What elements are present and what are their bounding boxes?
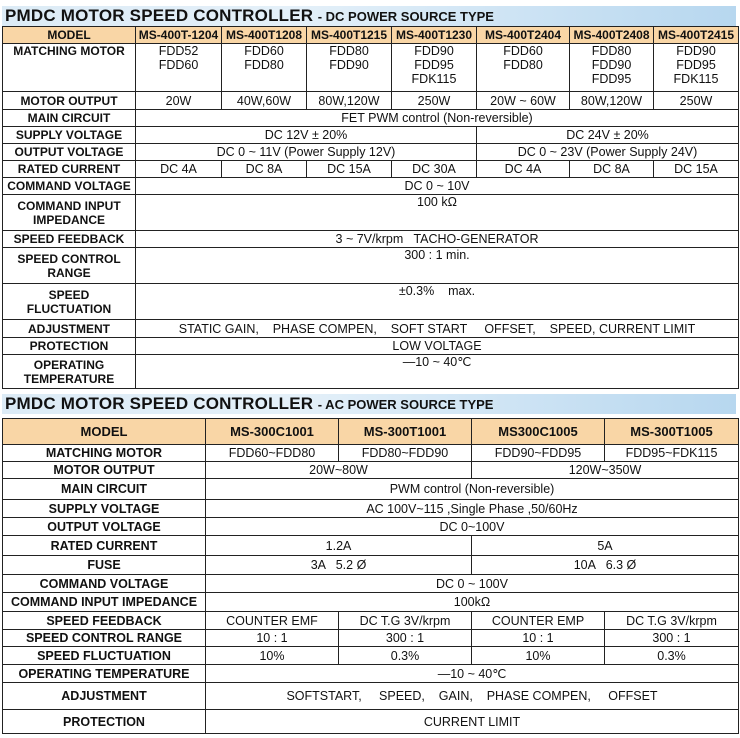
dc-command-row <box>3 178 739 195</box>
ac-main-circuit-row <box>3 479 739 500</box>
motor-name: FDD90 <box>676 44 716 58</box>
value-cell: 100kΩ <box>206 593 739 612</box>
rated-cell: DC 8A <box>222 161 307 178</box>
output-cell: 40W,60W <box>222 92 307 110</box>
value-cell: 300 : 1 <box>339 630 472 647</box>
motor-name: FDD60 <box>158 58 199 72</box>
value-cell: COUNTER EMF <box>206 612 339 630</box>
value-cell: 10A 6.3 Ø <box>472 556 739 575</box>
matching-cell <box>654 44 739 92</box>
dc-spec-table <box>2 26 739 389</box>
motor-name: FDD60 <box>503 44 543 58</box>
row-label: PROTECTION <box>3 710 206 734</box>
value-cell: 300 : 1 <box>605 630 739 647</box>
ac-subtitle: - AC POWER SOURCE TYPE <box>317 397 494 412</box>
row-label: OUTPUT VOLTAGE <box>3 144 136 161</box>
value-cell: DC 12V ± 20% <box>136 127 477 144</box>
ac-adjustment-row <box>3 683 739 710</box>
value-cell: 3 ~ 7V/krpm TACHO-GENERATOR <box>136 231 739 248</box>
dc-rated-row <box>3 161 739 178</box>
row-label: MOTOR OUTPUT <box>3 92 136 110</box>
row-label: COMMAND VOLTAGE <box>3 575 206 593</box>
value-cell: CURRENT LIMIT <box>206 710 739 734</box>
value-cell: 5A <box>472 536 739 556</box>
value-cell: 3A 5.2 Ø <box>206 556 472 575</box>
row-label <box>3 195 136 231</box>
output-cell: 80W,120W <box>307 92 392 110</box>
ac-impedance-row <box>3 593 739 612</box>
model-cell: MS-400T1208 <box>222 27 307 44</box>
model-cell: MS300C1005 <box>472 419 605 445</box>
value-cell: 10 : 1 <box>206 630 339 647</box>
motor-name: FDD95 <box>676 58 716 72</box>
row-label: MATCHING MOTOR <box>3 445 206 462</box>
matching-cell <box>477 44 570 92</box>
model-cell: MS-300T1005 <box>605 419 739 445</box>
ac-feedback-row <box>3 612 739 630</box>
value-cell: —10 ~ 40℃ <box>206 665 739 683</box>
output-cell: 250W <box>392 92 477 110</box>
value-cell: ±0.3% max. <box>136 284 739 320</box>
row-label: SPEED CONTROL RANGE <box>3 630 206 647</box>
output-cell: 250W <box>654 92 739 110</box>
matching-cell: FDD90~FDD95 <box>472 445 605 462</box>
value-cell: FET PWM control (Non-reversible) <box>136 110 739 127</box>
model-cell: MS-400T-1204 <box>136 27 222 44</box>
motor-name: FDD80 <box>591 44 632 58</box>
value-cell: 0.3% <box>339 647 472 665</box>
row-label: MODEL <box>3 419 206 445</box>
row-label: RATED CURRENT <box>3 536 206 556</box>
matching-cell <box>392 44 477 92</box>
row-label: MAIN CIRCUIT <box>3 479 206 500</box>
motor-name: FDD80 <box>244 58 284 72</box>
ac-temperature-row <box>3 665 739 683</box>
matching-cell <box>307 44 392 92</box>
value-cell: 10% <box>206 647 339 665</box>
value-cell: DC 0 ~ 11V (Power Supply 12V) <box>136 144 477 161</box>
value-cell: DC 0 ~ 10V <box>136 178 739 195</box>
dc-supply-row <box>3 127 739 144</box>
dc-range-row <box>3 248 739 284</box>
value-cell: 1.2A <box>206 536 472 556</box>
value-cell: DC 0 ~ 23V (Power Supply 24V) <box>477 144 739 161</box>
row-label: SPEED FLUCTUATION <box>3 647 206 665</box>
dc-adjustment-row <box>3 320 739 338</box>
dc-fluctuation-row <box>3 284 739 320</box>
dc-subtitle: - DC POWER SOURCE TYPE <box>317 9 494 24</box>
value-cell: DC T.G 3V/krpm <box>339 612 472 630</box>
model-cell: MS-400T2408 <box>570 27 654 44</box>
row-label <box>3 284 136 320</box>
value-cell: LOW VOLTAGE <box>136 338 739 355</box>
value-cell: DC 0~100V <box>206 518 739 536</box>
motor-name: FDD80 <box>503 58 543 72</box>
dc-impedance-row <box>3 195 739 231</box>
motor-name: FDD90 <box>591 58 632 72</box>
label-line: FLUCTUATION <box>26 301 112 316</box>
dc-section-title <box>2 6 736 26</box>
row-label: COMMAND INPUT IMPEDANCE <box>3 593 206 612</box>
row-label: MATCHING MOTOR <box>3 44 136 92</box>
ac-title: PMDC MOTOR SPEED CONTROLLER <box>5 394 314 413</box>
label-line: OPERATING <box>33 357 105 372</box>
value-cell: COUNTER EMP <box>472 612 605 630</box>
ac-spec-table <box>2 418 739 734</box>
ac-model-row <box>3 419 739 445</box>
label-line: TEMPERATURE <box>23 371 115 386</box>
model-cell: MS-400T2404 <box>477 27 570 44</box>
motor-name: FDK115 <box>673 72 719 86</box>
value-cell: —10 ~ 40℃ <box>136 355 739 389</box>
row-label: SPEED FEEDBACK <box>3 231 136 248</box>
row-label: MAIN CIRCUIT <box>3 110 136 127</box>
motor-name: FDD60 <box>244 44 284 58</box>
value-cell: 120W~350W <box>472 462 739 479</box>
dc-title: PMDC MOTOR SPEED CONTROLLER <box>5 6 314 25</box>
ac-supply-row <box>3 500 739 518</box>
model-cell: MS-300C1001 <box>206 419 339 445</box>
value-cell: 10% <box>472 647 605 665</box>
value-cell: STATIC GAIN, PHASE COMPEN, SOFT START OFFSET, SPEED, CURRENT LIMIT <box>136 320 739 338</box>
row-label: SUPPLY VOLTAGE <box>3 127 136 144</box>
value-cell: 100 kΩ <box>136 195 739 231</box>
ac-protection-row <box>3 710 739 734</box>
dc-protection-row <box>3 338 739 355</box>
rated-cell: DC 8A <box>570 161 654 178</box>
model-cell: MS-400T1215 <box>307 27 392 44</box>
output-cell: 20W <box>136 92 222 110</box>
row-label <box>3 248 136 284</box>
matching-cell: FDD80~FDD90 <box>339 445 472 462</box>
dc-matching-row <box>3 44 739 92</box>
output-cell: 80W,120W <box>570 92 654 110</box>
row-label: OPERATING TEMPERATURE <box>3 665 206 683</box>
value-cell: 10 : 1 <box>472 630 605 647</box>
ac-rated-row <box>3 536 739 556</box>
rated-cell: DC 15A <box>654 161 739 178</box>
motor-name: FDD80 <box>329 44 369 58</box>
row-label: MOTOR OUTPUT <box>3 462 206 479</box>
value-cell: 20W~80W <box>206 462 472 479</box>
value-cell: DC 0 ~ 100V <box>206 575 739 593</box>
row-label: PROTECTION <box>3 338 136 355</box>
ac-fluctuation-row <box>3 647 739 665</box>
row-label <box>3 355 136 389</box>
ac-output-voltage-row <box>3 518 739 536</box>
label-line: IMPEDANCE <box>32 212 105 227</box>
row-label: FUSE <box>3 556 206 575</box>
matching-cell: FDD60~FDD80 <box>206 445 339 462</box>
matching-cell <box>570 44 654 92</box>
ac-section-title <box>2 394 736 414</box>
ac-command-row <box>3 575 739 593</box>
output-cell: 20W ~ 60W <box>477 92 570 110</box>
motor-name: FDD52 <box>158 44 199 58</box>
value-cell: SOFTSTART, SPEED, GAIN, PHASE COMPEN, OFFSET <box>206 683 739 710</box>
row-label: RATED CURRENT <box>3 161 136 178</box>
dc-temperature-row <box>3 355 739 389</box>
motor-name: FDD95 <box>591 72 632 86</box>
dc-feedback-row <box>3 231 739 248</box>
label-line: SPEED CONTROL <box>17 251 121 266</box>
row-label: MODEL <box>3 27 136 44</box>
value-cell: 0.3% <box>605 647 739 665</box>
row-label: ADJUSTMENT <box>3 683 206 710</box>
row-label: OUTPUT VOLTAGE <box>3 518 206 536</box>
dc-main-circuit-row <box>3 110 739 127</box>
dc-model-row <box>3 27 739 44</box>
model-cell: MS-400T1230 <box>392 27 477 44</box>
label-line: RANGE <box>47 265 91 280</box>
motor-name: FDD90 <box>329 58 369 72</box>
label-line: SPEED <box>48 287 90 302</box>
label-line: COMMAND INPUT <box>17 198 121 213</box>
rated-cell: DC 4A <box>136 161 222 178</box>
row-label: ADJUSTMENT <box>3 320 136 338</box>
ac-output-row <box>3 462 739 479</box>
ac-matching-row <box>3 445 739 462</box>
value-cell: DC T.G 3V/krpm <box>605 612 739 630</box>
value-cell: 300 : 1 min. <box>136 248 739 284</box>
motor-name: FDD90 <box>414 44 454 58</box>
matching-cell: FDD95~FDK115 <box>605 445 739 462</box>
dc-output-row <box>3 92 739 110</box>
matching-cell <box>136 44 222 92</box>
rated-cell: DC 30A <box>392 161 477 178</box>
row-label: SPEED FEEDBACK <box>3 612 206 630</box>
row-label: SUPPLY VOLTAGE <box>3 500 206 518</box>
motor-name: FDD95 <box>414 58 454 72</box>
ac-fuse-row <box>3 556 739 575</box>
dc-output-voltage-row <box>3 144 739 161</box>
row-label: COMMAND VOLTAGE <box>3 178 136 195</box>
ac-range-row <box>3 630 739 647</box>
value-cell: PWM control (Non-reversible) <box>206 479 739 500</box>
model-cell: MS-300T1001 <box>339 419 472 445</box>
rated-cell: DC 4A <box>477 161 570 178</box>
rated-cell: DC 15A <box>307 161 392 178</box>
motor-name: FDK115 <box>411 72 457 86</box>
matching-cell <box>222 44 307 92</box>
model-cell: MS-400T2415 <box>654 27 739 44</box>
value-cell: AC 100V~115 ,Single Phase ,50/60Hz <box>206 500 739 518</box>
value-cell: DC 24V ± 20% <box>477 127 739 144</box>
